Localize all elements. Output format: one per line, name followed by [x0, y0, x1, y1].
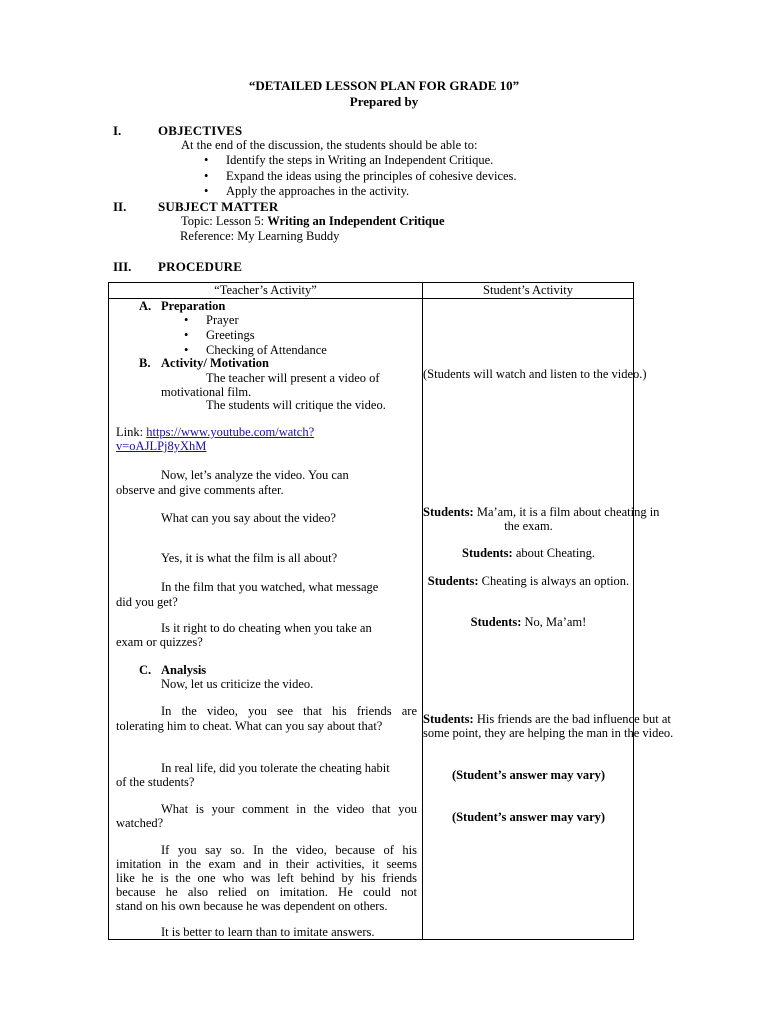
student-response: (Student’s answer may vary): [451, 768, 606, 782]
student-response: Students: His friends are the bad influence but at: [423, 712, 671, 726]
reference-line: Reference: My Learning Buddy: [180, 229, 340, 243]
activity-text: The students will critique the video.: [206, 398, 386, 412]
objectives-heading: OBJECTIVES: [158, 123, 243, 138]
student-response: (Student’s answer may vary): [451, 810, 606, 824]
teacher-question: In the video, you see that his friends are: [161, 704, 417, 718]
teacher-question: In real life, did you tolerate the cheating habit: [161, 761, 390, 775]
student-response: Students: Ma’am, it is a film about cheating in: [423, 505, 660, 519]
teacher-question: did you get?: [116, 595, 178, 609]
teacher-question: What can you say about the video?: [161, 511, 336, 525]
procedure-table: [108, 282, 674, 940]
students-label: Students:: [423, 505, 474, 519]
video-link-continued[interactable]: v=oAJLPj8yXhM: [116, 439, 207, 453]
teacher-activity-header: “Teacher’s Activity”: [109, 283, 423, 299]
teacher-question: Is it right to do cheating when you take an: [161, 621, 372, 635]
teacher-question: What is your comment in the video that you: [161, 802, 417, 816]
video-link-line: [116, 425, 314, 440]
student-response: some point, they are helping the man in the video.: [423, 726, 674, 740]
topic-label: Topic: Lesson 5:: [181, 214, 265, 228]
objective-item: • Apply the approaches in the activity.: [226, 184, 409, 199]
student-response: the exam.: [504, 519, 553, 533]
activity-text: The teacher will present a video of: [206, 371, 380, 385]
topic-line: [181, 214, 445, 229]
teacher-feedback: imitation in the exam and in their activities, it seems: [116, 857, 417, 871]
objectives-intro: At the end of the discussion, the students should be able to:: [181, 138, 478, 152]
teacher-feedback: because he also relied on imitation. He could not: [116, 885, 417, 899]
teacher-question: of the students?: [116, 775, 195, 789]
objective-item: • Expand the ideas using the principles of cohesive devices.: [226, 169, 517, 184]
link-label: Link:: [116, 425, 144, 439]
prepared-by: Prepared by: [349, 94, 419, 109]
document-title: “DETAILED LESSON PLAN FOR GRADE 10”: [248, 78, 520, 93]
teacher-question: In the film that you watched, what message: [161, 580, 379, 594]
teacher-question: watched?: [116, 816, 164, 830]
students-label: Students:: [427, 574, 479, 588]
teacher-prompt: Now, let’s analyze the video. You can: [161, 468, 349, 482]
student-activity-header: Student’s Activity: [423, 283, 634, 299]
section-b-heading: Activity/ Motivation: [161, 356, 269, 370]
teacher-prompt: observe and give comments after.: [116, 483, 284, 497]
subject-matter-heading: SUBJECT MATTER: [158, 199, 279, 214]
section-c-letter: C.: [139, 663, 152, 677]
teacher-question: Yes, it is what the film is all about?: [161, 551, 338, 565]
students-label: Students:: [470, 615, 522, 629]
activity-text: motivational film.: [161, 385, 252, 399]
teacher-question: tolerating him to cheat. What can you say about that?: [116, 719, 383, 733]
students-label: Students:: [423, 712, 474, 726]
objectives-numeral: I.: [113, 123, 122, 138]
students-label: Students:: [462, 546, 513, 560]
topic-value: Writing an Independent Critique: [267, 214, 445, 228]
teacher-feedback: If you say so. In the video, because of his: [161, 843, 417, 857]
teacher-question: exam or quizzes?: [116, 635, 203, 649]
teacher-closing: It is better to learn than to imitate answers.: [161, 925, 375, 939]
objective-item: • Identify the steps in Writing an Independent Critique.: [226, 153, 493, 168]
section-c-heading: Analysis: [161, 663, 207, 677]
procedure-heading: PROCEDURE: [158, 259, 243, 274]
teacher-feedback: like he is the one who was left behind by his friends: [116, 871, 417, 885]
video-link[interactable]: https://www.youtube.com/watch?: [146, 425, 315, 439]
preparation-item: • Checking of Attendance: [206, 343, 327, 358]
preparation-item: • Prayer: [206, 313, 239, 328]
teacher-activity-cell: [109, 299, 423, 940]
section-a-heading: Preparation: [161, 299, 226, 313]
preparation-item: • Greetings: [206, 328, 255, 343]
section-b-letter: B.: [139, 356, 151, 370]
student-activity-cell: [423, 299, 674, 940]
student-response: (Students will watch and listen to the video.): [423, 367, 647, 381]
teacher-feedback: stand on his own because he was dependent on others.: [116, 899, 388, 913]
analysis-intro: Now, let us criticize the video.: [161, 677, 314, 691]
student-response: Students: No, Ma’am!: [470, 615, 587, 629]
student-response: Students: about Cheating.: [462, 546, 595, 560]
student-response: Students: Cheating is always an option.: [427, 574, 630, 588]
procedure-numeral: III.: [113, 259, 132, 274]
section-a-letter: A.: [139, 299, 152, 313]
subject-matter-numeral: II.: [113, 199, 127, 214]
